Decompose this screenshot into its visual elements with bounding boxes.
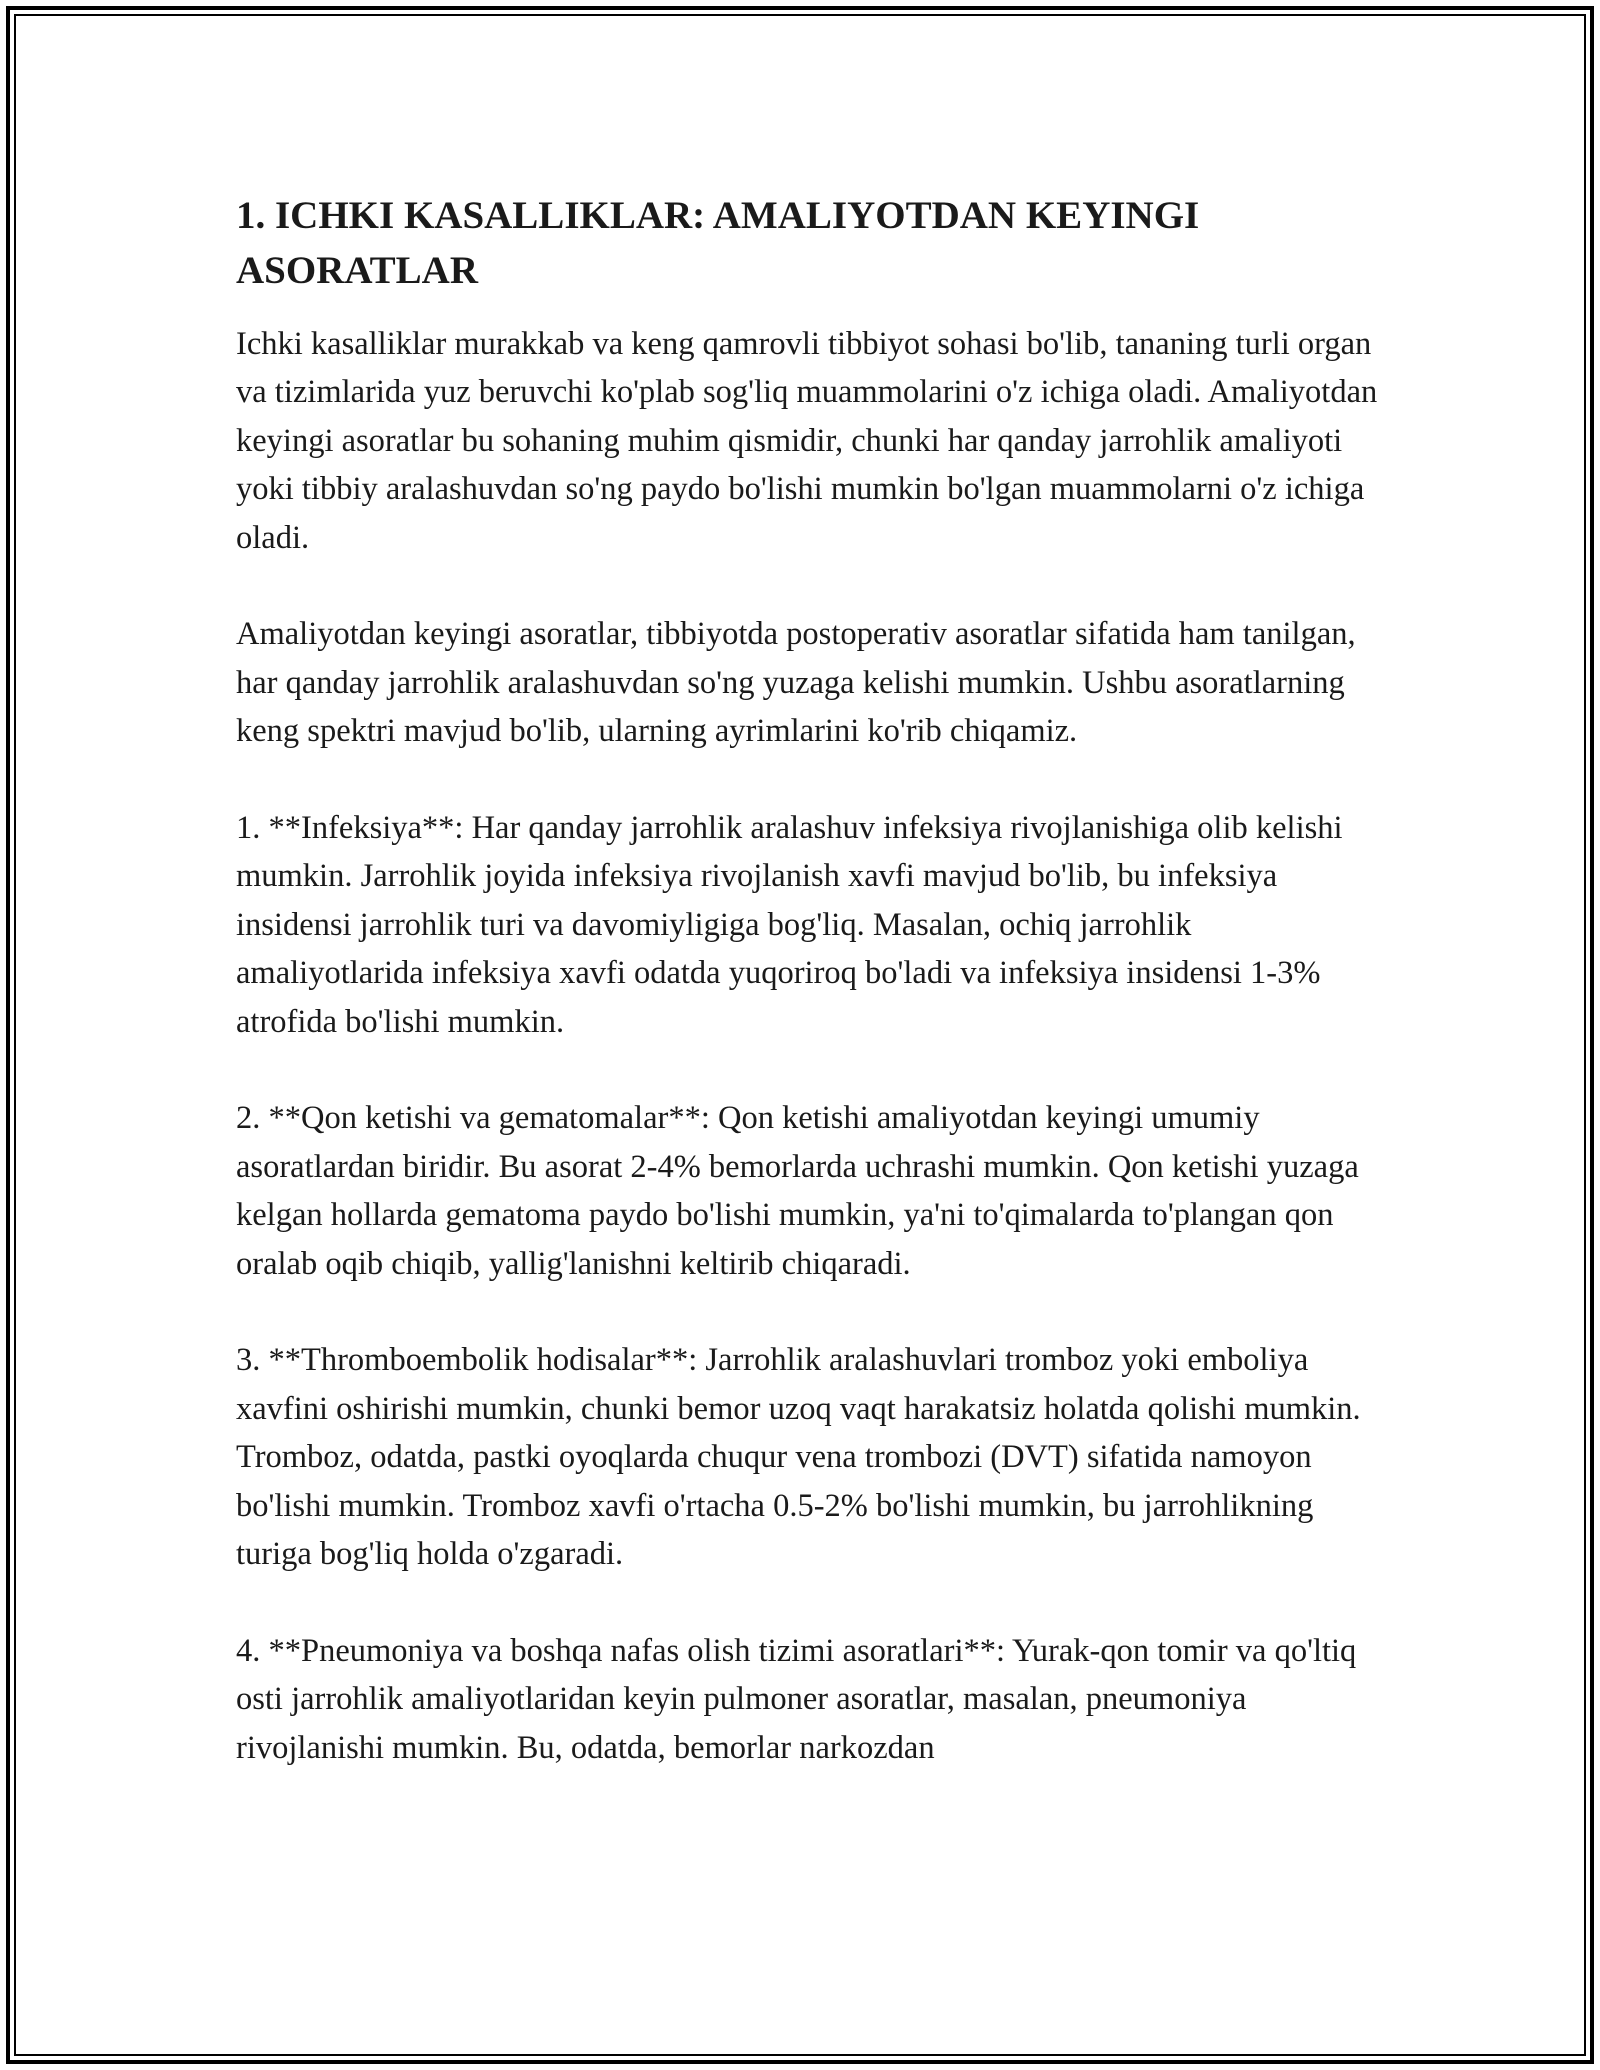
- document-body: [236, 188, 1386, 1821]
- list-item-pneumonia: 4. **Pneumoniya va boshqa nafas olish tizimi asoratlari**: Yurak-qon tomir va qo'ltiq osti jarrohlik amaliyotlaridan keyin pulmoner asoratlar, masalan, pneumoniya rivojlanishi mumkin. Bu, odatda, bemorlar narkozdan: [236, 1632, 1357, 1766]
- list-item-thromboembolic: 3. **Thromboembolik hodisalar**: Jarrohlik aralashuvlari tromboz yoki emboliya xavfini oshirishi mumkin, chunki bemor uzoq vaqt harakatsiz holatda qolishi mumkin. Tromboz, odatda, pastki oyoqlarda chuqur vena trombozi (DVT) sifatida namoyon bo'lishi mumkin. Tromboz xavfi o'rtacha 0.5-2% bo'lishi mumkin, bu jarrohlikning turiga bog'liq holda o'zgaradi.: [236, 1342, 1361, 1573]
- overview-paragraph: Amaliyotdan keyingi asoratlar, tibbiyotda postoperativ asoratlar sifatida ham tanilgan, har qanday jarrohlik aralashuvdan so'ng yuzaga kelishi mumkin. Ushbu asoratlarning keng spektri mavjud bo'lib, ularning ayrimlarini ko'rib chiqamiz.: [236, 616, 1356, 750]
- list-item-bleeding: 2. **Qon ketishi va gematomalar**: Qon ketishi amaliyotdan keyingi umumiy asoratlardan biridir. Bu asorat 2-4% bemorlarda uchrashi mumkin. Qon ketishi yuzaga kelgan hollarda gematoma paydo bo'lishi mumkin, ya'ni to'qimalarda to'plangan qon oralab oqib chiqib, yallig'lanishni keltirib chiqaradi.: [236, 1100, 1359, 1282]
- list-item-infection: 1. **Infeksiya**: Har qanday jarrohlik aralashuv infeksiya rivojlanishiga olib kelishi mumkin. Jarrohlik joyida infeksiya rivojlanish xavfi mavjud bo'lib, bu infeksiya insidensi jarrohlik turi va davomiyligiga bog'liq. Masalan, ochiq jarrohlik amaliyotlarida infeksiya xavfi odatda yuqoriroq bo'ladi va infeksiya insidensi 1-3% atrofida bo'lishi mumkin.: [236, 810, 1343, 1040]
- intro-paragraph: Ichki kasalliklar murakkab va keng qamrovli tibbiyot sohasi bo'lib, tananing turli organ va tizimlarida yuz beruvchi ko'plab sog'liq muammolarini o'z ichiga oladi. Amaliyotdan keyingi asoratlar bu sohaning muhim qismidir, chunki har qanday jarrohlik amaliyoti yoki tibbiy aralashuvdan so'ng paydo bo'lishi mumkin bo'lgan muammolarni o'z ichiga oladi.: [236, 326, 1378, 556]
- section-heading: 1. ICHKI KASALLIKLAR: AMALIYOTDAN KEYINGI ASORATLAR: [236, 194, 1200, 292]
